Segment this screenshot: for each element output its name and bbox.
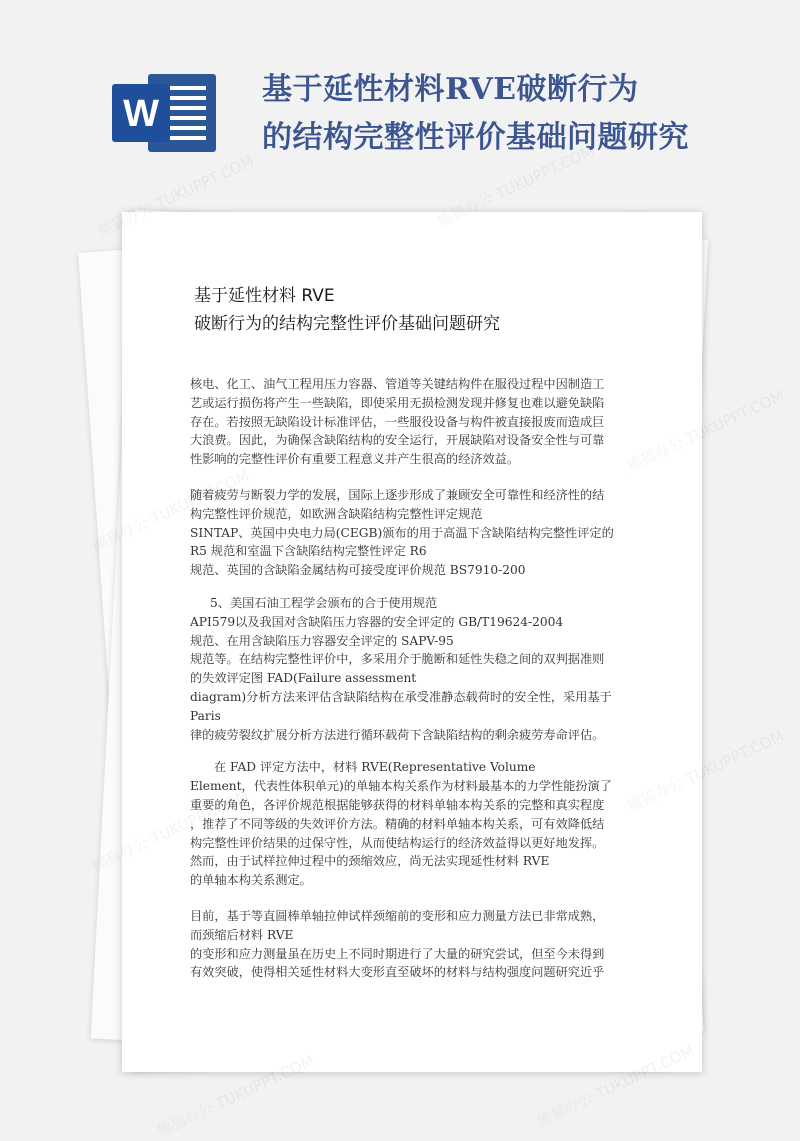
- body-line: 重要的角色，各评价规范根据能够获得的材料单轴本构关系的完整和真实程度: [190, 797, 605, 812]
- body-line: 构完整性评价结果的过保守性，从而使结构运行的经济效益得以更好地发挥。: [190, 835, 605, 850]
- body-line: Element，代表性体积单元)的单轴本构关系作为材料最基本的力学性能扮演了: [190, 779, 612, 794]
- body-line: 大浪费。因此，为确保含缺陷结构的安全运行，开展缺陷对设备安全性与可靠: [190, 433, 605, 448]
- body-line: 的变形和应力测量虽在历史上不同时期进行了大量的研究尝试，但至今未得到: [190, 946, 605, 961]
- body-line: 的失效评定图 FAD(Failure assessment: [190, 671, 417, 686]
- body-line: Paris: [190, 708, 221, 723]
- document-page: [122, 212, 702, 1072]
- body-line: 艺或运行损伤将产生一些缺陷，即使采用无损检测发现并修复也难以避免缺陷: [190, 395, 605, 410]
- watermark: 熊猫办公 TUKUPPT.COM: [154, 1051, 317, 1141]
- banner-title: [262, 66, 792, 162]
- word-icon: [110, 72, 220, 154]
- body-line: API579以及我国对含缺陷压力容器的安全评定的 GB/T19624-2004: [190, 614, 564, 629]
- watermark: 熊猫办公 TUKUPPT.COM: [624, 386, 787, 476]
- body-line: 而颈缩后材料 RVE: [190, 927, 294, 942]
- body-line: 然而，由于试样拉伸过程中的颈缩效应，尚无法实现延性材料 RVE: [190, 854, 550, 869]
- document-title-line1: 基于延性材料 RVE: [194, 286, 335, 306]
- watermark: 熊猫办公 TUKUPPT.COM: [94, 151, 257, 241]
- body-line: 存在。若按照无缺陷设计标准评估，一些服役设备与构件被直接报废而造成巨: [190, 414, 605, 429]
- document-body: [190, 375, 635, 982]
- body-line: diagram)分析方法来评估含缺陷结构在承受准静态载荷时的安全性，采用基于: [190, 689, 612, 704]
- body-line: 有效突破，使得相关延性材料大变形直至破坏的材料与结构强度问题研究近乎: [190, 965, 605, 980]
- body-line: 规范、在用含缺陷压力容器安全评定的 SAPV-95: [190, 633, 454, 648]
- body-line: 核电、化工、油气工程用压力容器、管道等关键结构件在服役过程中因制造工: [190, 377, 605, 391]
- banner-title-line1: 基于延性材料RVE破断行为: [262, 72, 639, 107]
- body-line: 律的疲劳裂纹扩展分析方法进行循环载荷下含缺陷结构的剩余疲劳寿命评估。: [190, 727, 605, 742]
- body-line: 性影响的完整性评价有重要工程意义并产生很高的经济效益。: [190, 452, 520, 467]
- body-line: 目前，基于等直圆棒单轴拉伸试样颈缩前的变形和应力测量方法已非常成熟，: [190, 908, 605, 923]
- body-line: SINTAP、英国中央电力局(CEGB)颁布的用于高温下含缺陷结构完整性评定的: [190, 525, 614, 540]
- body-line: 随着疲劳与断裂力学的发展，国际上逐步形成了兼顾安全可靠性和经济性的结: [190, 487, 605, 502]
- body-line: R5 规范和室温下含缺陷结构完整性评定 R6: [190, 544, 427, 559]
- document-title: [194, 282, 500, 338]
- body-line: 构完整性评价规范，如欧洲含缺陷结构完整性评定规范: [190, 506, 483, 521]
- document-title-line2: 破断行为的结构完整性评价基础问题研究: [194, 314, 500, 334]
- body-line: 5、美国石油工程学会颁布的合于使用规范: [210, 595, 438, 610]
- body-line: 在 FAD 评定方法中，材料 RVE(Representative Volume: [214, 760, 536, 775]
- banner-title-line2: 的结构完整性评价基础问题研究: [262, 120, 689, 155]
- watermark: 熊猫办公 TUKUPPT.COM: [624, 726, 787, 816]
- body-line: 的单轴本构关系测定。: [190, 873, 312, 888]
- body-line: 规范等。在结构完整性评价中，多采用介于脆断和延性失稳之间的双判据准则: [190, 652, 605, 667]
- watermark: 熊猫办公 TUKUPPT.COM: [534, 1041, 697, 1131]
- watermark: 熊猫办公 TUKUPPT.COM: [434, 141, 597, 231]
- svg-text:W: W: [123, 93, 159, 135]
- body-line: ，推荐了不同等级的失效评价方法。精确的材料单轴本构关系，可有效降低结: [190, 816, 605, 831]
- body-line: 规范、英国的含缺陷金属结构可接受度评价规范 BS7910-200: [190, 563, 526, 578]
